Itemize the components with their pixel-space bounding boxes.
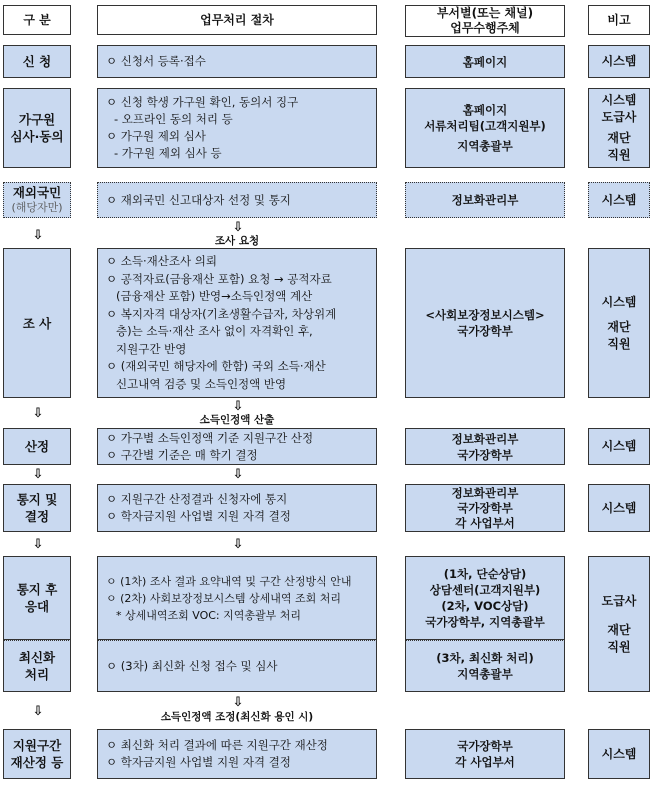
row-recalc-label-line1: 지원구간 [12, 738, 62, 753]
procedure-item: ㅇ 가구원 제외 심사 [106, 129, 206, 143]
row-notify-label-line1: 통지 및 [16, 492, 58, 507]
row-calc-label [3, 428, 71, 465]
department-text: (2차, VOC상담) [441, 599, 529, 613]
note-text: 직원 [607, 336, 631, 351]
note-text: 시스템 [601, 54, 637, 68]
note-text: 도급사 [601, 110, 637, 124]
flow-note-income-calc: 소득인정액 산출 [199, 414, 275, 426]
header-note-label: 비고 [607, 12, 631, 27]
row-calc-department [405, 428, 565, 465]
note-text: 시스템 [601, 439, 637, 453]
row-response-procedure [97, 556, 377, 640]
note-text: 시스템 [601, 500, 637, 515]
note-text: 재단 [607, 131, 631, 145]
row-response-label [3, 556, 71, 640]
procedure-item: ㅇ 최신화 처리 결과에 따른 지원구간 재산정 [106, 738, 328, 752]
header-note [588, 5, 650, 35]
department-text: 각 사업부서 [455, 755, 515, 769]
flow-arrow-icon: ⇩ [32, 704, 44, 719]
row-overseas-label-text: 재외국민 [12, 185, 62, 200]
row-response-department [405, 556, 565, 640]
flow-note-income-adjust: 소득인정액 조정(최신화 용인 시) [160, 711, 314, 723]
row-response-label-line2: 응대 [24, 599, 50, 614]
header-department [405, 5, 565, 37]
row-overseas-procedure [97, 182, 377, 218]
row-notify-department [405, 484, 565, 532]
row-recalc-label [3, 729, 71, 779]
department-text: 국가장학부 [457, 739, 513, 753]
procedure-item: ㅇ 지원구간 산정결과 신청자에 통지 [106, 492, 288, 506]
header-procedure [97, 5, 377, 35]
procedure-subitem: * 상세내역조회 VOC: 지역총괄부 처리 [116, 608, 301, 622]
row-apply-note [588, 45, 650, 78]
procedure-item: ㅇ 소득·재산조사 의뢰 [106, 254, 217, 268]
row-household-procedure [97, 88, 377, 168]
flow-arrow-icon: ⇩ [232, 467, 244, 482]
row-survey-procedure [97, 248, 377, 398]
flow-arrow-icon: ⇩ [232, 537, 244, 552]
row-recalc-department [405, 729, 565, 779]
procedure-item-continued: 지원구간 반영 [116, 341, 187, 356]
row-update-procedure [97, 640, 377, 692]
department-text: 국가장학부 [457, 500, 513, 515]
procedure-item: ㅇ 학자금지원 사업별 지원 자격 결정 [106, 755, 291, 769]
note-text: 재단 [607, 319, 631, 334]
row-overseas-label [3, 182, 71, 218]
procedure-item: ㅇ 구간별 기준은 매 학기 결정 [106, 447, 258, 462]
procedure-item: ㅇ (2차) 사회보장정보시스템 상세내역 조회 처리 [106, 591, 341, 605]
row-recalc-procedure [97, 729, 377, 779]
row-update-department [405, 640, 565, 692]
department-text: 지역총괄부 [457, 667, 513, 681]
header-category [3, 5, 71, 35]
procedure-item-continued: (금융재산 포함) 반영→소득인정액 계산 [116, 289, 313, 303]
row-apply-label-text: 신 청 [22, 54, 52, 69]
row-overseas-note [588, 182, 650, 218]
department-text: 홈페이지 [462, 103, 508, 117]
row-household-label-line1: 가구원 [18, 112, 56, 127]
department-text: 상담센터(고객지원부) [429, 583, 541, 597]
row-apply-procedure [97, 45, 377, 78]
row-household-note [588, 88, 650, 168]
row-household-label-line2: 심사·동의 [10, 129, 64, 144]
note-text: 시스템 [601, 93, 637, 107]
department-text: (1차, 단순상담) [443, 567, 527, 581]
department-text: 정보화관리부 [451, 193, 519, 207]
procedure-item: ㅇ 재외국민 신고대상자 선정 및 통지 [106, 192, 291, 207]
procedure-item: ㅇ (1차) 조사 결과 요약내역 및 구간 산정방식 안내 [106, 574, 352, 588]
row-calc-note [588, 428, 650, 465]
row-notify-note [588, 484, 650, 532]
row-calc-procedure [97, 428, 377, 465]
row-apply-label [3, 45, 71, 78]
row-recalc-label-line2: 재산정 등 [10, 755, 64, 770]
department-text: 서류처리팀(고객지원부) [424, 119, 546, 133]
row-survey-department [405, 248, 565, 398]
note-text: 직원 [607, 639, 631, 654]
row-recalc-note [588, 729, 650, 779]
header-department-line1: 부서별(또는 채널) [436, 6, 534, 20]
flow-arrow-icon: ⇩ [232, 220, 244, 235]
row-notify-label-line2: 결정 [24, 509, 50, 524]
flow-arrow-icon: ⇩ [232, 399, 244, 414]
row-household-department [405, 88, 565, 168]
header-procedure-label: 업무처리 절차 [200, 12, 274, 27]
procedure-item: ㅇ (3차) 최신화 신청 접수 및 심사 [106, 658, 278, 673]
row-overseas-label-sub: (해당자만) [11, 201, 63, 214]
department-text: 각 사업부서 [455, 515, 515, 530]
department-text: <사회보장정보시스템> [425, 308, 545, 322]
row-calc-label-text: 산정 [24, 439, 50, 454]
row-response-label-line1: 통지 후 [16, 582, 58, 597]
procedure-item: ㅇ 신청서 등록·접수 [106, 54, 206, 68]
department-text: 정보화관리부 [451, 485, 519, 500]
note-text: 시스템 [601, 294, 637, 309]
note-text: 도급사 [601, 593, 637, 608]
procedure-item-continued: 층)는 소득·재산 조사 없이 자격확인 후, [116, 324, 313, 338]
flow-arrow-icon: ⇩ [32, 406, 44, 421]
department-text: 정보화관리부 [451, 431, 519, 446]
row-survey-label [3, 248, 71, 398]
flow-arrow-icon: ⇩ [32, 537, 44, 552]
note-text: 재단 [607, 622, 631, 637]
procedure-item-continued: 신고내역 검증 및 소득인정액 반영 [116, 376, 287, 391]
note-text: 직원 [607, 148, 631, 162]
row-update-label-line1: 최신화 [18, 650, 56, 665]
header-category-label: 구 분 [23, 12, 51, 27]
row-apply-department [405, 45, 565, 78]
procedure-item: ㅇ 공적자료(금융재산 포함) 요청 → 공적자료 [106, 271, 332, 286]
row-response-note [588, 556, 650, 692]
procedure-subitem: - 오프라인 동의 처리 등 [114, 112, 233, 126]
row-household-label [3, 88, 71, 168]
note-text: 시스템 [601, 746, 637, 761]
row-update-label [3, 640, 71, 692]
procedure-subitem: - 가구원 제외 심사 등 [114, 146, 222, 160]
row-survey-label-text: 조 사 [22, 315, 52, 331]
department-text: 국가장학부 [457, 447, 513, 462]
procedure-item: ㅇ 복지자격 대상자(기초생활수급자, 차상위계 [106, 306, 337, 321]
note-text: 시스템 [601, 192, 637, 207]
department-text: 국가장학부 [457, 324, 513, 338]
procedure-item: ㅇ (재외국민 해당자에 한함) 국외 소득·재산 [106, 359, 326, 373]
department-text: 국가장학부, 지역총괄부 [425, 615, 545, 629]
procedure-item: ㅇ 가구별 소득인정액 기준 지원구간 산정 [106, 430, 314, 445]
flow-arrow-icon: ⇩ [32, 467, 44, 482]
department-text: 지역총괄부 [457, 139, 513, 153]
department-text: (3차, 최신화 처리) [436, 651, 534, 665]
flow-arrow-icon: ⇩ [232, 695, 244, 710]
procedure-item: ㅇ 신청 학생 가구원 확인, 동의서 징구 [106, 95, 299, 109]
flow-arrow-icon: ⇩ [32, 228, 44, 243]
row-update-label-line2: 처리 [24, 667, 50, 682]
row-overseas-department [405, 182, 565, 218]
row-notify-label [3, 484, 71, 532]
flow-note-survey-request: 조사 요청 [214, 235, 260, 247]
row-survey-note [588, 248, 650, 398]
header-department-line2: 업무수행주체 [450, 21, 520, 35]
row-notify-procedure [97, 484, 377, 532]
department-text: 홈페이지 [462, 54, 508, 69]
procedure-item: ㅇ 학자금지원 사업별 지원 자격 결정 [106, 509, 291, 523]
